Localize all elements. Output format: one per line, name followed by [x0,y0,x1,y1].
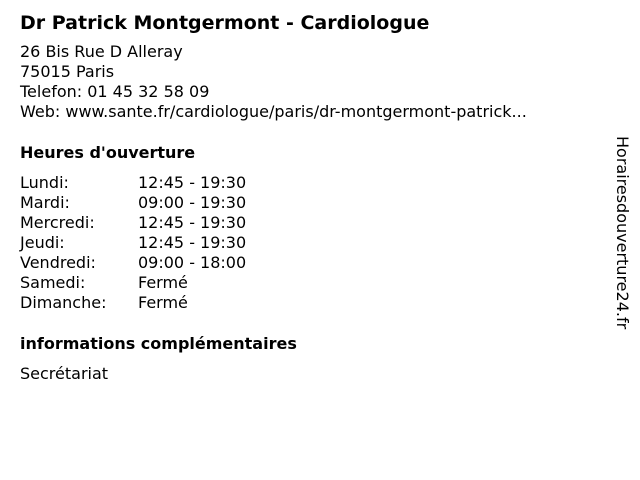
day-label: Mardi: [20,193,70,212]
day-hours: 09:00 - 19:30 [138,193,247,212]
opening-hours-table [20,173,600,313]
street-address: 26 Bis Rue D Alleray [20,42,183,61]
site-brand-vertical: Horairesdouverture24.fr [613,136,632,330]
hours-row-dimanche [20,293,600,313]
hours-row-samedi [20,273,600,293]
additional-info-text: Secrétariat [20,364,109,383]
day-label: Dimanche: [20,293,107,312]
opening-hours-heading: Heures d'ouverture [20,143,196,162]
business-card [20,10,600,384]
day-label: Jeudi: [20,233,65,252]
hours-row-lundi [20,173,600,193]
day-hours: 12:45 - 19:30 [138,233,247,252]
page-title: Dr Patrick Montgermont - Cardiologue [20,12,430,34]
day-hours: Fermé [138,293,188,312]
day-hours: 09:00 - 18:00 [138,253,247,272]
website-link[interactable]: Web: www.sante.fr/cardiologue/paris/dr-montgermont-patrick... [20,102,527,121]
additional-info-heading: informations complémentaires [20,334,297,353]
day-label: Lundi: [20,173,69,192]
day-hours: 12:45 - 19:30 [138,213,247,232]
hours-row-mardi [20,193,600,213]
hours-row-mercredi [20,213,600,233]
day-label: Vendredi: [20,253,96,272]
phone-number: Telefon: 01 45 32 58 09 [20,82,210,101]
day-label: Samedi: [20,273,86,292]
hours-row-jeudi [20,233,600,253]
hours-row-vendredi [20,253,600,273]
day-label: Mercredi: [20,213,95,232]
address-block [20,42,600,122]
day-hours: Fermé [138,273,188,292]
city-postal: 75015 Paris [20,62,115,81]
day-hours: 12:45 - 19:30 [138,173,247,192]
